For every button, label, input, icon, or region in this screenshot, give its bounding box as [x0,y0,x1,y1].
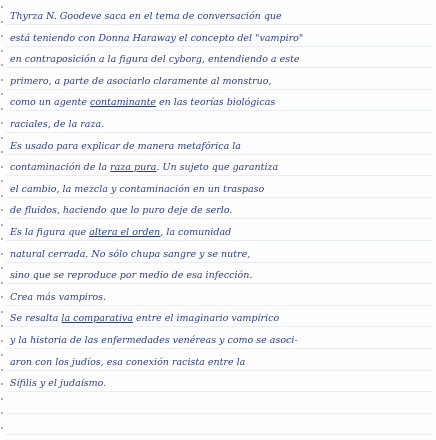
binding-hole [1,195,3,197]
text-line [10,71,428,93]
text-segment: en contraposición a la figura del cyborg, entendiendo a este [10,54,300,66]
binding-hole [1,253,3,255]
text-line [10,179,428,201]
binding-hole [1,224,3,226]
text-segment: natural cerrada. No sólo chupa sangre y se nutre, [10,248,251,260]
text-segment: sino que se reproduce por medio de esa infección. [10,270,253,282]
text-segment: y la historia de las enfermedades venéreas y como se asoci- [10,334,298,346]
text-line [10,157,428,179]
binding-hole [1,122,3,124]
text-segment: entre el imaginario vampírico [133,313,280,325]
text-segment: raciales, de la raza. [10,118,105,130]
text-segment: está teniendo con Donna Haraway el concepto del "vampiro" [10,32,304,44]
binding-hole [1,79,3,81]
text-segment: contaminación de la [10,162,111,174]
binding-hole [1,238,3,240]
text-line [10,92,428,114]
text-line [10,265,428,287]
binding-hole [1,166,3,168]
text-line [10,222,428,244]
text-segment: de fluidos, haciendo que lo puro deje de serlo. [10,205,233,217]
text-line [10,200,428,222]
binding-hole [1,340,3,342]
binding-hole [1,137,3,139]
text-segment: como un agente [10,97,90,109]
binding-hole [1,93,3,95]
binding-hole [1,64,3,66]
text-line [10,114,428,136]
underlined-phrase: altera el orden [89,226,161,238]
binding-hole [1,180,3,182]
handwritten-note [10,6,428,395]
binding-hole [1,412,3,414]
binding-hole [1,21,3,23]
text-segment: , la comunidad [160,226,232,238]
binding-hole [1,354,3,356]
ruled-line [6,434,432,435]
underlined-phrase: contaminante [90,97,157,109]
text-line [10,330,428,352]
text-segment: aron con los judíos, esa conexión racista entre la [10,356,246,368]
text-segment: Es la figura que [10,226,90,238]
text-segment: Thyrza N. Goodeve saca en el tema de conversación que [10,11,282,22]
text-segment: el cambio, la mezcla y contaminación en un traspaso [10,183,265,195]
text-line [10,6,428,28]
binding-hole [1,6,3,8]
text-line [10,49,428,71]
text-segment: . Un sujeto que garantiza [156,162,279,174]
binding-hole [1,151,3,153]
text-line [10,287,428,309]
binding-hole [1,369,3,371]
binding-hole [1,398,3,400]
binding-hole [1,50,3,52]
spiral-binding-edge [0,0,4,440]
text-line [10,373,428,395]
binding-hole [1,325,3,327]
binding-hole [1,209,3,211]
text-line [10,244,428,266]
text-line [10,308,428,330]
binding-hole [1,311,3,313]
underlined-phrase: la comparativa [61,313,134,325]
binding-hole [1,427,3,429]
binding-hole [1,296,3,298]
ruled-line [6,413,432,414]
binding-hole [1,35,3,37]
underlined-phrase: raza pura [110,162,157,174]
text-line [10,28,428,50]
text-segment: Se resalta [10,313,62,325]
text-segment: en las teorías biológicas [156,97,276,109]
binding-hole [1,267,3,269]
text-segment: primero, a parte de asociarlo claramente al monstruo, [10,75,272,87]
text-segment: Es usado para explicar de manera metafórica la [10,140,241,152]
binding-hole [1,282,3,284]
binding-hole [1,108,3,110]
text-line [10,352,428,374]
text-line [10,136,428,158]
text-segment: Crea más vampiros. [10,291,106,303]
text-segment: Sífilis y el judaísmo. [10,378,107,390]
binding-hole [1,383,3,385]
